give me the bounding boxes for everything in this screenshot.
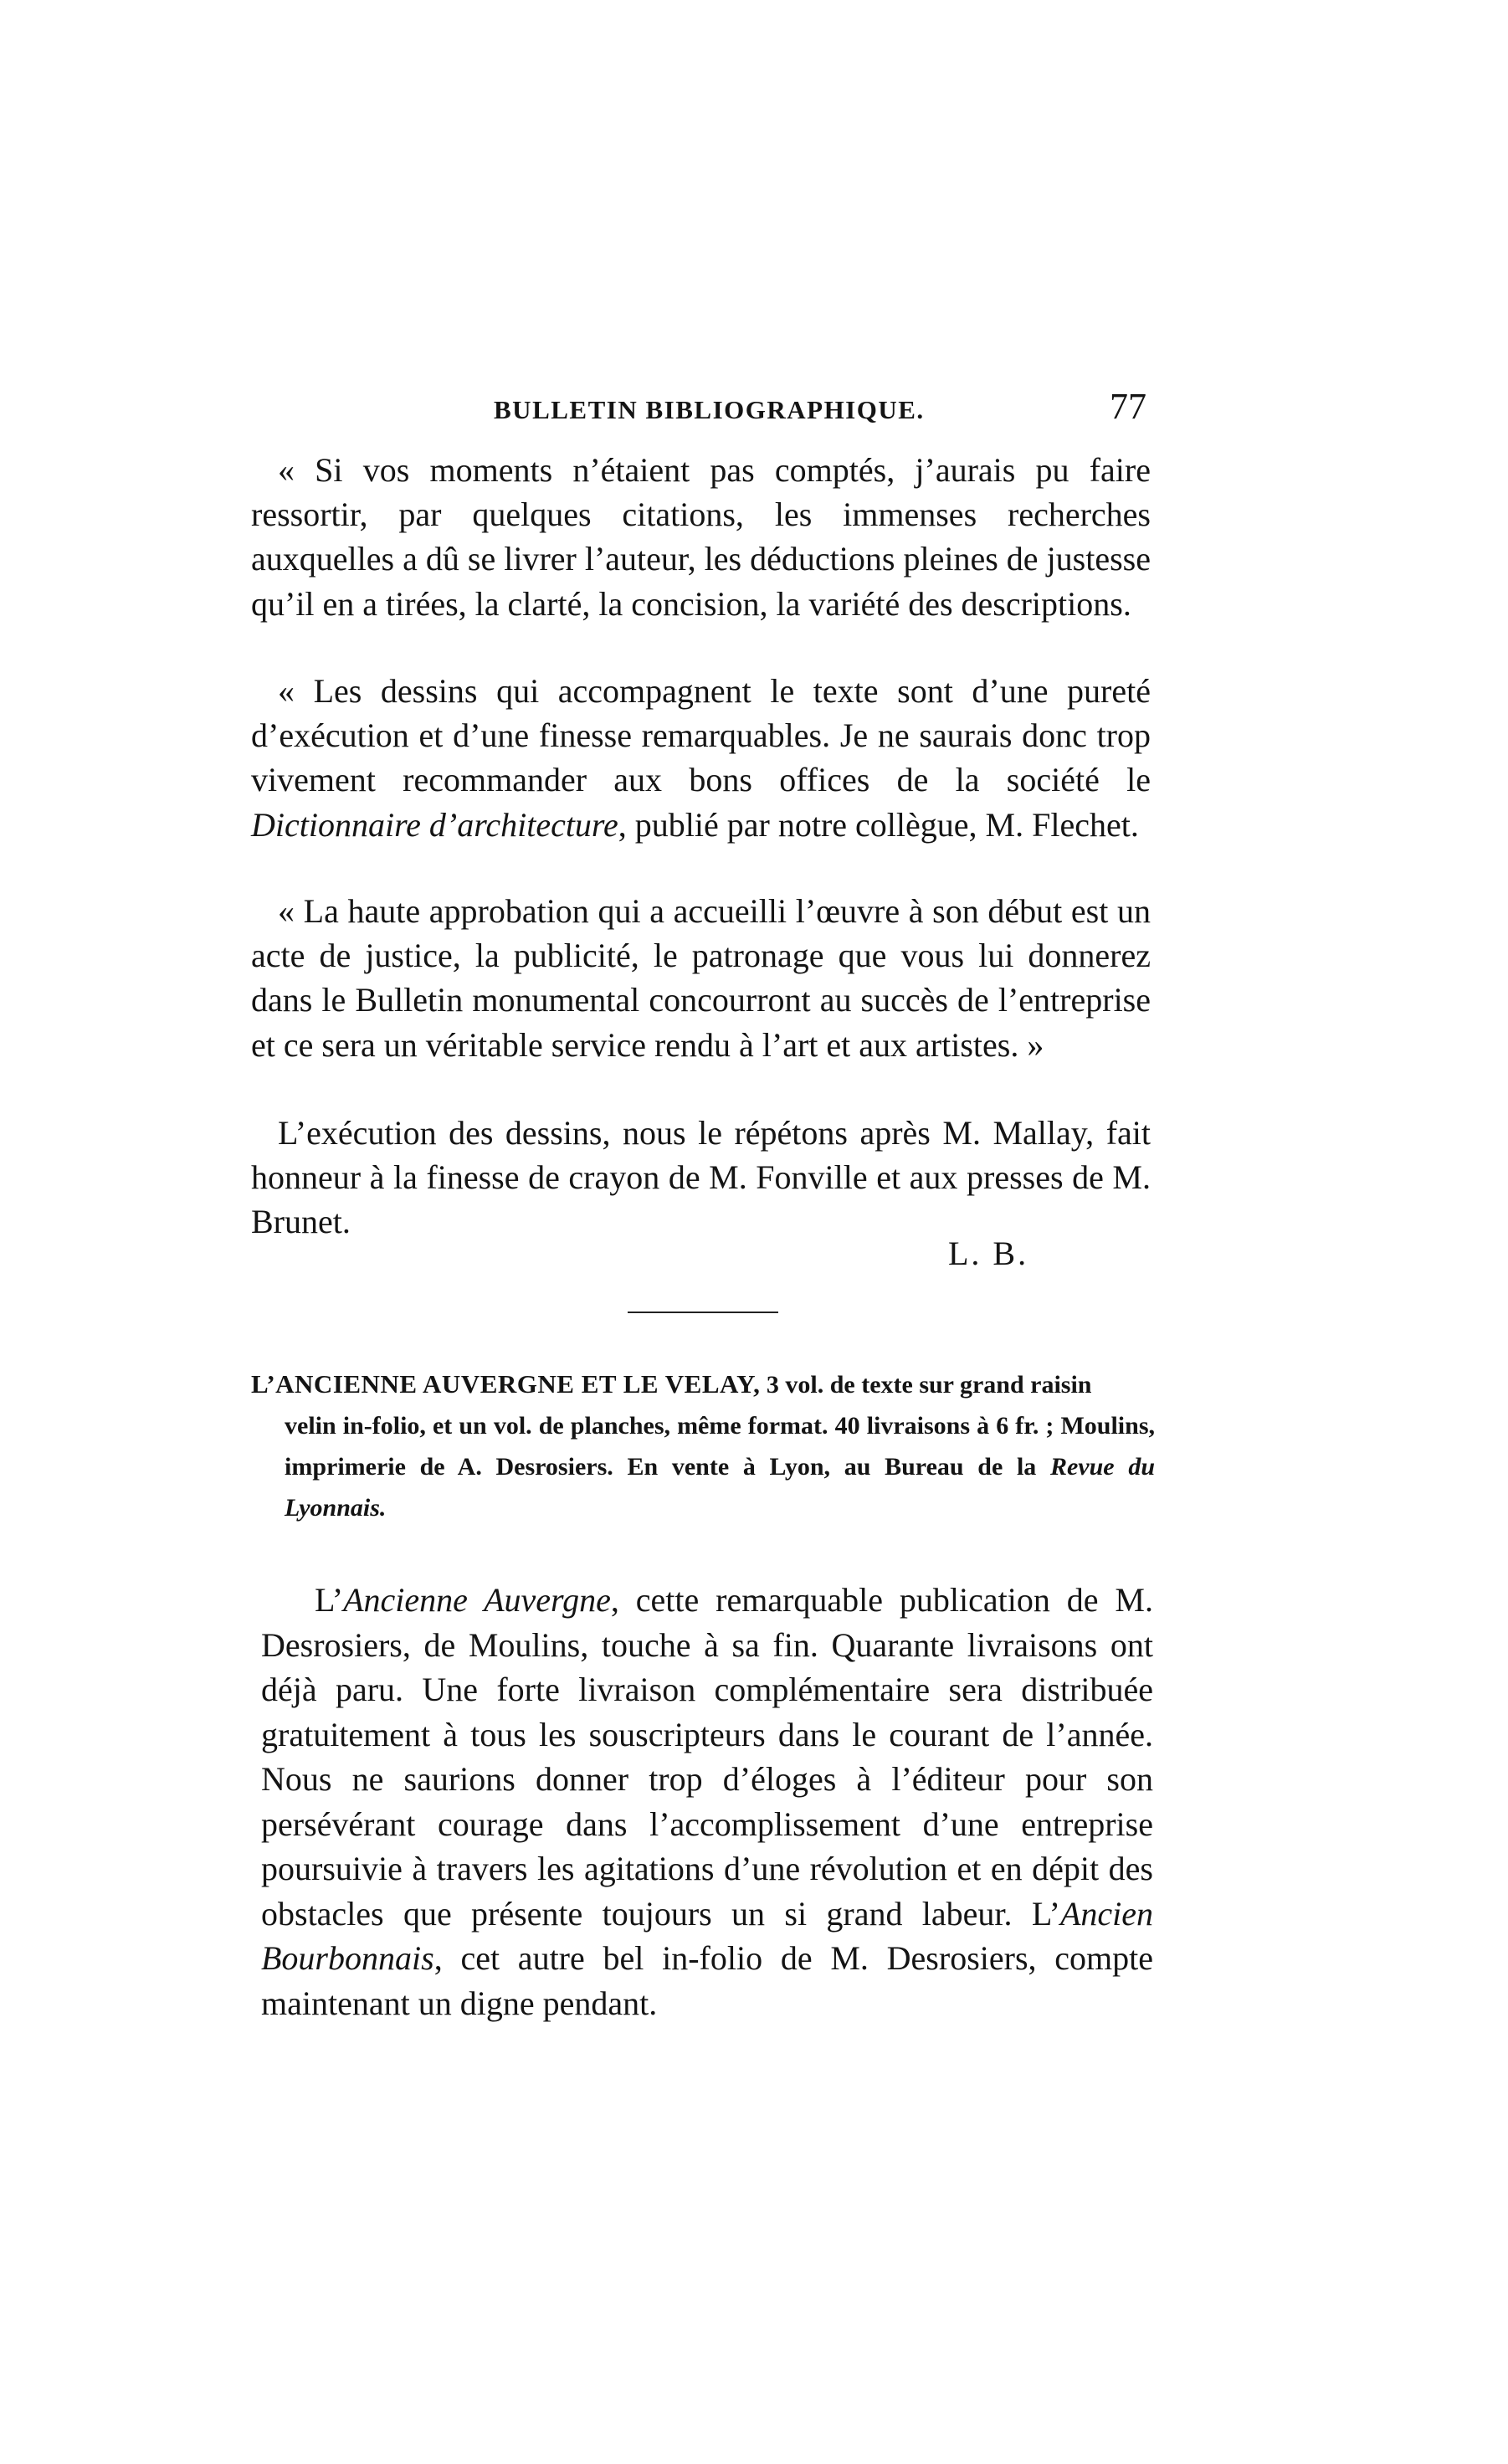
quote-paragraph-2-text: « Les dessins qui accompagnent le texte sont d’une pureté d’exécution et d’une finesse remarquables. Je ne saurais donc trop vivement recommander aux bons offices de la société le [251,672,1151,799]
bibliography-details: velin in-folio, et un vol. de planches, même format. 40 livraisons à 6 fr. ; Moulins, imprimerie de A. Desrosiers. En vente à Lyon, au Bureau de la [285,1412,1155,1481]
review-paragraph [261,1578,1153,2025]
review-text: , cette remarquable publication de M. Desrosiers, de Moulins, touche à sa fin. Quarante livraisons ont déjà paru. Une forte livraison complémentaire sera distribuée gratuitement à tous les souscripteurs dans le courant de l’année. Nous ne saurions donner trop d’éloges à l’éditeur pour son persévérant courage dans l’accomplissement d’une entreprise poursuivie à travers les agitations d’une révolution et en dépit des obstacles que présente toujours un si grand labeur. [261,1581,1153,1933]
review-prefix-2: L’ [1031,1894,1060,1933]
review-prefix: L’ [315,1581,344,1619]
quote-paragraph-2-end: , publié par notre collègue, M. Flechet. [618,805,1139,844]
bibliography-entry [251,1363,1155,1528]
page-number: 77 [1110,386,1146,427]
section-divider [628,1312,778,1313]
author-signature: L. B. [948,1235,1029,1272]
quote-paragraph-2 [251,669,1151,847]
review-text-end: , cet autre bel in-folio de M. Desrosiers, compte maintenant un digne pendant. [261,1939,1153,2022]
quote-paragraph-1: « Si vos moments n’étaient pas comptés, j’aurais pu faire ressortir, par quelques citations, les immenses recherches auxquelles a dû se livrer l’auteur, les déductions pleines de justesse qu’il en a tirées, la clarté, la concision, la variété des descriptions. [251,451,1151,623]
running-head: BULLETIN BIBLIOGRAPHIQUE. [494,395,925,424]
bibliography-volumes: 3 vol. de texte sur grand raisin [760,1371,1092,1399]
review-second-work-title: Ancien Bourbonnais [261,1894,1153,1977]
dictionary-title: Dictionnaire d’architecture [251,805,618,844]
bibliography-details-block [251,1405,1155,1528]
page-header [251,385,1146,435]
review-work-title: Ancienne Auvergne [343,1581,611,1619]
bibliography-revue: Revue du Lyonnais. [285,1453,1155,1522]
quote-paragraph-3: « La haute approbation qui a accueilli l’œuvre à son début est un acte de justice, la publicité, le patronage que vous lui donnerez dans le Bulletin monumental concourront au succès de l’entreprise et ce sera un véritable service rendu à l’art et aux artistes. » [251,892,1151,1064]
closing-paragraph: L’exécution des dessins, nous le répétons après M. Mallay, fait honneur à la finesse de crayon de M. Fonville et aux presses de M. Brunet. [251,1114,1151,1241]
bibliography-title: L’ANCIENNE AUVERGNE ET LE VELAY, [251,1369,761,1399]
